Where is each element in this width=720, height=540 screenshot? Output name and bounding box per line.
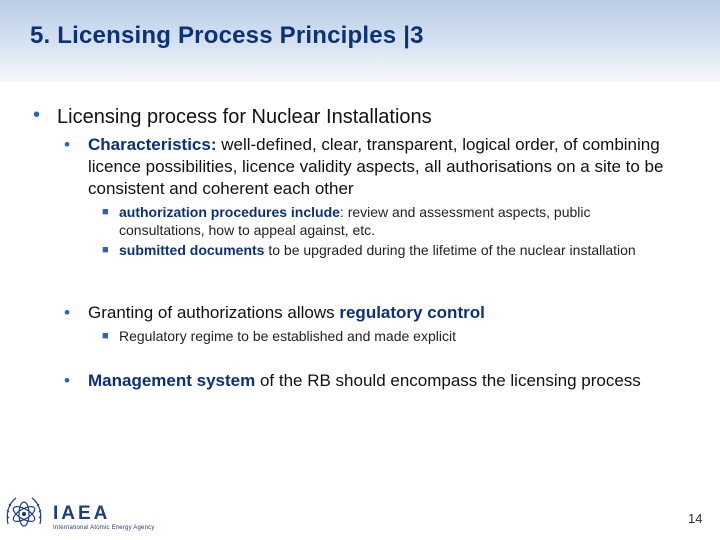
bullet-authorization-procedures — [102, 203, 662, 239]
bullet-text: Licensing process for Nuclear Installations — [57, 106, 432, 128]
characteristics-label: Characteristics: — [88, 135, 217, 154]
bullet-granting — [64, 302, 684, 324]
bullet-text — [119, 241, 662, 259]
granting-text: Granting of authorizations allows — [88, 303, 340, 322]
mgmt-label: Management system — [88, 371, 256, 390]
square-bullet-icon: ■ — [102, 330, 109, 342]
slide-title: 5. Licensing Process Principles |3 — [30, 22, 424, 49]
bullet-characteristics — [64, 134, 684, 200]
bullet-dot-icon: • — [33, 104, 41, 126]
bullet-text — [88, 302, 684, 324]
granting-strong: regulatory control — [339, 303, 485, 322]
org-logo-text: IAEA — [53, 503, 111, 524]
bullet-dot-icon: • — [64, 135, 70, 154]
bullet-text: Regulatory regime to be established and made explicit — [119, 328, 456, 344]
bullet-text — [119, 203, 662, 239]
page-number: 14 — [688, 511, 703, 526]
submitted-text: to be upgraded during the lifetime of the nuclear installation — [264, 242, 636, 258]
mgmt-text: of the RB should encompass the licensing process — [255, 371, 641, 390]
iaea-emblem-icon — [4, 494, 44, 534]
bullet-text — [88, 134, 684, 200]
auth-proc-text: : review and assessment aspects, public consultations, how to appeal against, etc. — [119, 204, 591, 238]
bullet-submitted-documents — [102, 241, 662, 259]
bullet-dot-icon: • — [64, 371, 70, 390]
square-bullet-icon: ■ — [102, 244, 109, 256]
bullet-text — [88, 370, 684, 392]
bullet-management-system — [64, 370, 684, 392]
submitted-label: submitted documents — [119, 242, 265, 258]
auth-proc-label: authorization procedures include — [119, 204, 340, 220]
org-full-name: International Atomic Energy Agency — [53, 525, 155, 531]
bullet-dot-icon: • — [64, 303, 70, 322]
characteristics-text: well-defined, clear, transparent, logical order, of combining licence possibilities, licence validity aspects, all authorisations on a site to be consistent and coherent each other — [88, 135, 664, 198]
square-bullet-icon: ■ — [102, 206, 109, 218]
bullet-regulatory-regime — [102, 327, 662, 345]
